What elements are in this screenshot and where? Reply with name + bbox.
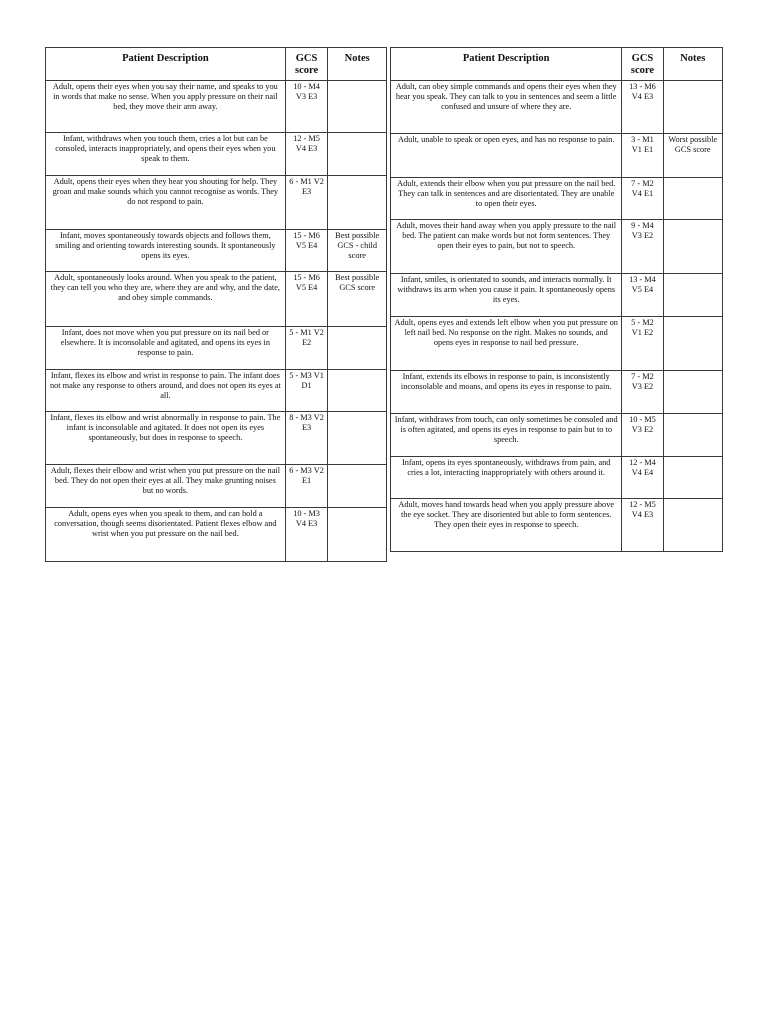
notes-cell xyxy=(663,371,722,414)
table-row xyxy=(391,457,723,499)
gcs-score-cell: 6 - M1 V2 E3 xyxy=(285,176,328,230)
header-patient-description: Patient Description xyxy=(391,48,622,81)
gcs-table-left xyxy=(45,47,387,562)
header-row xyxy=(391,48,723,81)
gcs-score-cell: 6 - M3 V2 E1 xyxy=(285,465,328,508)
gcs-score-cell: 15 - M6 V5 E4 xyxy=(285,230,328,272)
patient-description-cell: Adult, opens their eyes when you say their name, and speaks to you in words that make no sense. When you apply pressure on their nail bed, they move their arm away. xyxy=(46,81,286,133)
gcs-score-cell: 10 - M4 V3 E3 xyxy=(285,81,328,133)
notes-cell: Best possible GCS - child score xyxy=(328,230,387,272)
patient-description-cell: Adult, opens eyes when you speak to them, and can hold a conversation, though seems disorientated. Patient flexes elbow and wrist when you put pressure on the nail bed. xyxy=(46,508,286,562)
patient-description-cell: Infant, withdraws when you touch them, cries a lot but can be consoled, interacts inappropriately, and opens their eyes when you speak to them. xyxy=(46,133,286,176)
table-row xyxy=(391,274,723,317)
table-row xyxy=(46,465,387,508)
patient-description-cell: Adult, opens eyes and extends left elbow when you put pressure on left nail bed. No response on the right. Makes no sounds, and opens eyes in response to nail bed pressure. xyxy=(391,317,622,371)
notes-cell xyxy=(328,465,387,508)
gcs-score-cell: 3 - M1 V1 E1 xyxy=(622,134,663,178)
gcs-score-cell: 13 - M6 V4 E3 xyxy=(622,81,663,134)
header-row xyxy=(46,48,387,81)
patient-description-cell: Infant, flexes its elbow and wrist in response to pain. The infant does not make any response to others around, and does not open its eyes at all. xyxy=(46,370,286,412)
table-row xyxy=(391,371,723,414)
patient-description-cell: Infant, opens its eyes spontaneously, withdraws from pain, and cries a lot, interacting inappropriately with others around it. xyxy=(391,457,622,499)
notes-cell xyxy=(663,81,722,134)
patient-description-cell: Adult, flexes their elbow and wrist when you put pressure on the nail bed. They do not open their eyes at all. They make grunting noises but no words. xyxy=(46,465,286,508)
table-row xyxy=(391,81,723,134)
gcs-score-cell: 8 - M3 V2 E3 xyxy=(285,412,328,465)
notes-cell: Worst possible GCS score xyxy=(663,134,722,178)
table-row xyxy=(391,134,723,178)
gcs-score-cell: 7 - M2 V4 E1 xyxy=(622,178,663,220)
notes-cell xyxy=(663,220,722,274)
table-row xyxy=(391,317,723,371)
gcs-score-cell: 10 - M3 V4 E3 xyxy=(285,508,328,562)
notes-cell xyxy=(328,412,387,465)
table-row xyxy=(46,230,387,272)
notes-cell xyxy=(663,178,722,220)
patient-description-cell: Adult, extends their elbow when you put pressure on the nail bed. They can talk in sentences and are disorientated. They are unable to open their eyes. xyxy=(391,178,622,220)
table-row xyxy=(391,499,723,552)
notes-cell xyxy=(663,274,722,317)
table-row xyxy=(46,412,387,465)
header-notes: Notes xyxy=(328,48,387,81)
patient-description-cell: Adult, moves hand towards head when you apply pressure above the eye socket. They are disoriented but able to form sentences. They open their eyes in response to speech. xyxy=(391,499,622,552)
patient-description-cell: Infant, flexes its elbow and wrist abnormally in response to pain. The infant is inconsolable and agitated. It does not open its eyes spontaneously, but does in response to speech. xyxy=(46,412,286,465)
patient-description-cell: Adult, can obey simple commands and opens their eyes when they hear you speak. They can talk to you in sentences and seem a little confused and unsure of where they are. xyxy=(391,81,622,134)
notes-cell xyxy=(663,317,722,371)
table-row xyxy=(46,508,387,562)
header-patient-description: Patient Description xyxy=(46,48,286,81)
gcs-score-cell: 5 - M1 V2 E2 xyxy=(285,327,328,370)
table-row xyxy=(391,414,723,457)
table-row xyxy=(46,327,387,370)
notes-cell xyxy=(663,414,722,457)
gcs-score-cell: 13 - M4 V5 E4 xyxy=(622,274,663,317)
gcs-score-cell: 5 - M3 V1 D1 xyxy=(285,370,328,412)
patient-description-cell: Adult, moves their hand away when you apply pressure to the nail bed. The patient can make words but not form sentences. They open their eyes to pain, but not to speech. xyxy=(391,220,622,274)
gcs-score-cell: 7 - M2 V3 E2 xyxy=(622,371,663,414)
header-gcs-score: GCS score xyxy=(622,48,663,81)
notes-cell xyxy=(328,508,387,562)
table-row xyxy=(391,220,723,274)
notes-cell: Best possible GCS score xyxy=(328,272,387,327)
notes-cell xyxy=(328,176,387,230)
table-row xyxy=(46,133,387,176)
notes-cell xyxy=(328,370,387,412)
table-row xyxy=(46,176,387,230)
header-gcs-score: GCS score xyxy=(285,48,328,81)
header-notes: Notes xyxy=(663,48,722,81)
notes-cell xyxy=(328,327,387,370)
patient-description-cell: Infant, smiles, is orientated to sounds, and interacts normally. It withdraws its arm when you cause it pain. It spontaneously opens its eyes. xyxy=(391,274,622,317)
gcs-table-right xyxy=(390,47,723,552)
table-row xyxy=(46,370,387,412)
gcs-score-cell: 12 - M5 V4 E3 xyxy=(622,499,663,552)
gcs-score-cell: 9 - M4 V3 E2 xyxy=(622,220,663,274)
patient-description-cell: Adult, spontaneously looks around. When you speak to the patient, they can tell you who they are, where they are and why, and the date, and obey simple commands. xyxy=(46,272,286,327)
notes-cell xyxy=(328,81,387,133)
patient-description-cell: Adult, opens their eyes when they hear you shouting for help. They groan and make sounds which you cannot recognise as words. They do not respond to pain. xyxy=(46,176,286,230)
patient-description-cell: Infant, extends its elbows in response to pain, is inconsistently inconsolable and moans, and opens its eyes in response to pain. xyxy=(391,371,622,414)
patient-description-cell: Adult, unable to speak or open eyes, and has no response to pain. xyxy=(391,134,622,178)
gcs-score-cell: 12 - M5 V4 E3 xyxy=(285,133,328,176)
notes-cell xyxy=(663,457,722,499)
table-row xyxy=(46,81,387,133)
gcs-score-cell: 12 - M4 V4 E4 xyxy=(622,457,663,499)
table-row xyxy=(46,272,387,327)
notes-cell xyxy=(663,499,722,552)
gcs-score-cell: 5 - M2 V1 E2 xyxy=(622,317,663,371)
patient-description-cell: Infant, withdraws from touch, can only sometimes be consoled and is often agitated, and opens its eyes in response to pain but to to speech. xyxy=(391,414,622,457)
gcs-score-cell: 10 - M5 V3 E2 xyxy=(622,414,663,457)
notes-cell xyxy=(328,133,387,176)
table-row xyxy=(391,178,723,220)
gcs-score-cell: 15 - M6 V5 E4 xyxy=(285,272,328,327)
patient-description-cell: Infant, moves spontaneously towards objects and follows them, smiling and orienting towards interesting sounds. It spontaneously opens its eyes. xyxy=(46,230,286,272)
patient-description-cell: Infant, does not move when you put pressure on its nail bed or elsewhere. It is inconsolable and agitated, and opens its eyes in response to pain. xyxy=(46,327,286,370)
